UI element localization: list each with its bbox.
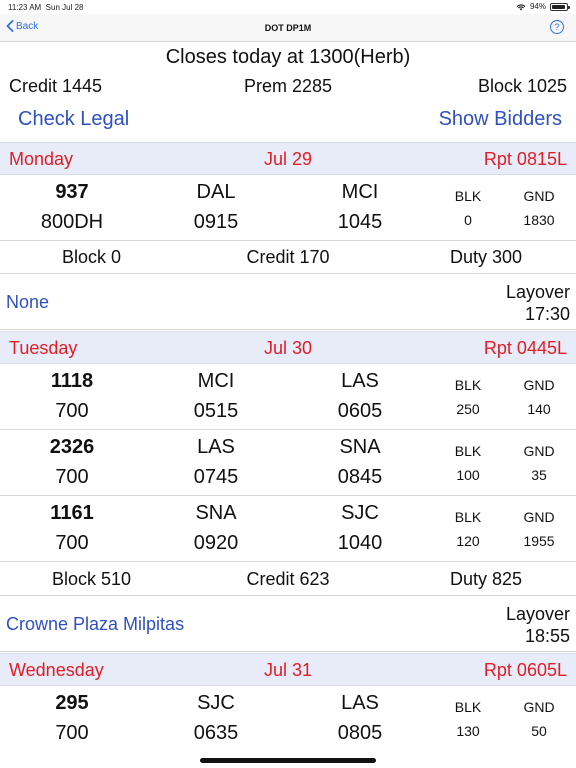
block-label: BLK (454, 377, 482, 393)
block-label: BLK (454, 699, 482, 715)
layover-time: 18:55 (524, 626, 570, 646)
arrival-time: 0605 (337, 400, 383, 422)
arrival-time: 1040 (337, 532, 383, 554)
flight-row[interactable] (0, 364, 576, 430)
total-duty: Duty 300 (449, 247, 522, 267)
total-credit: Credit 623 (246, 569, 330, 589)
flight-row[interactable] (0, 496, 576, 562)
total-credit: Credit 170 (246, 247, 330, 267)
block-label: BLK (454, 188, 482, 204)
departure-time: 0915 (193, 211, 239, 233)
layover-time: 17:30 (524, 304, 570, 324)
flight-row[interactable] (0, 430, 576, 496)
equipment: 700 (55, 400, 89, 422)
ground-label: GND (523, 377, 555, 393)
battery-fill (552, 5, 565, 9)
status-right (516, 2, 568, 11)
destination: SJC (341, 502, 379, 524)
block-value: 0 (464, 212, 472, 228)
flight-row[interactable] (0, 175, 576, 241)
origin: DAL (196, 181, 236, 203)
ground-value: 1830 (523, 212, 555, 228)
layover-row (0, 274, 576, 330)
ground-label: GND (523, 509, 555, 525)
hotel-link[interactable]: Crowne Plaza Milpitas (6, 614, 185, 634)
flight-number: 1118 (50, 370, 94, 392)
navigation-bar (0, 14, 576, 42)
departure-time: 0515 (193, 400, 239, 422)
day-date: Jul 31 (263, 660, 313, 680)
ground-label: GND (523, 188, 555, 204)
destination: LAS (341, 692, 379, 714)
closes-text: Closes today at 1300(Herb) (165, 46, 411, 68)
hotel-link[interactable]: None (6, 292, 50, 312)
report-time: Rpt 0605L (483, 660, 567, 680)
ground-value: 35 (531, 467, 547, 483)
status-time: 11:23 AM Sun Jul 28 (8, 3, 84, 12)
summary-block: Block 1025 (477, 76, 567, 96)
wifi-icon (516, 3, 526, 11)
block-label: BLK (454, 509, 482, 525)
equipment: 700 (55, 722, 89, 744)
block-value: 100 (456, 467, 480, 483)
nav-title: DOT DP1M (264, 23, 312, 33)
origin: SJC (197, 692, 235, 714)
block-label: BLK (454, 443, 482, 459)
total-duty: Duty 825 (449, 569, 522, 589)
day-totals (0, 563, 576, 596)
flight-number: 2326 (49, 436, 95, 458)
destination: MCI (341, 181, 379, 203)
day-header (0, 142, 576, 175)
report-time: Rpt 0445L (483, 338, 567, 358)
departure-time: 0920 (193, 532, 239, 554)
equipment: 700 (55, 466, 89, 488)
show-bidders-link[interactable]: Show Bidders (438, 108, 562, 130)
day-name: Wednesday (9, 660, 104, 680)
report-time: Rpt 0815L (483, 149, 567, 169)
arrival-time: 0845 (337, 466, 383, 488)
battery-icon (550, 3, 568, 11)
flight-number: 937 (55, 181, 89, 203)
destination: SNA (339, 436, 381, 458)
trip-summary (0, 76, 576, 102)
home-indicator[interactable] (200, 758, 376, 763)
equipment: 700 (55, 532, 89, 554)
ground-value: 1955 (523, 533, 555, 549)
day-date: Jul 29 (263, 149, 313, 169)
total-block: Block 510 (52, 569, 132, 589)
day-totals (0, 241, 576, 274)
status-bar (0, 0, 576, 14)
block-value: 130 (456, 723, 480, 739)
flight-number: 295 (55, 692, 89, 714)
ground-value: 140 (527, 401, 551, 417)
summary-credit: Credit 1445 (9, 76, 103, 96)
summary-prem: Prem 2285 (243, 76, 333, 96)
day-header (0, 653, 576, 686)
layover-label: Layover (505, 282, 570, 302)
arrival-time: 1045 (337, 211, 383, 233)
question-circle-icon[interactable]: ? (550, 20, 564, 34)
ground-value: 50 (531, 723, 547, 739)
layover-label: Layover (505, 604, 570, 624)
action-links (0, 108, 576, 136)
battery-percent: 94% (529, 2, 546, 11)
equipment: 800DH (40, 211, 104, 233)
block-value: 120 (456, 533, 480, 549)
departure-time: 0745 (193, 466, 239, 488)
origin: LAS (197, 436, 235, 458)
destination: LAS (341, 370, 379, 392)
day-header (0, 331, 576, 364)
flight-row[interactable] (0, 686, 576, 752)
check-legal-link[interactable]: Check Legal (18, 108, 130, 130)
block-value: 250 (456, 401, 480, 417)
ground-label: GND (523, 699, 555, 715)
flight-number: 1161 (50, 502, 94, 524)
layover-row (0, 596, 576, 652)
origin: MCI (197, 370, 235, 392)
day-name: Tuesday (9, 338, 78, 358)
departure-time: 0635 (193, 722, 239, 744)
arrival-time: 0805 (337, 722, 383, 744)
origin: SNA (195, 502, 237, 524)
back-label: Back (16, 20, 39, 32)
ground-label: GND (523, 443, 555, 459)
day-name: Monday (9, 149, 74, 169)
total-block: Block 0 (62, 247, 122, 267)
day-date: Jul 30 (263, 338, 313, 358)
